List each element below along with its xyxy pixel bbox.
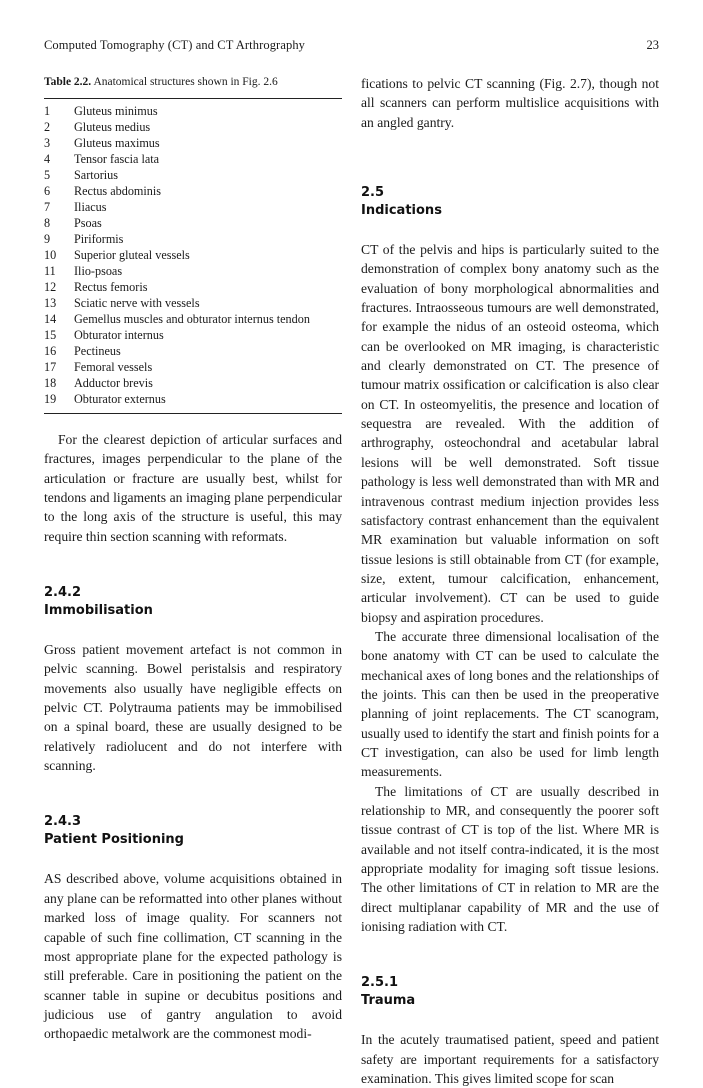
table-cell-structure: Gluteus medius [74, 120, 151, 134]
table-caption-text: Anatomical structures shown in Fig. 2.6 [93, 76, 278, 88]
table-cell-structure: Rectus femoris [74, 280, 148, 294]
table-row [44, 103, 342, 119]
section-heading [361, 974, 659, 1010]
table-cell-structure: Obturator internus [74, 328, 164, 342]
table-row [44, 215, 342, 231]
section-title: Indications [361, 203, 442, 219]
table-row [44, 167, 342, 183]
table-cell-number: 8 [44, 216, 51, 230]
table-cell-structure: Ilio-psoas [74, 264, 123, 278]
table-cell-structure: Iliacus [74, 200, 107, 214]
table-cell-number: 12 [44, 280, 57, 294]
section-number: 2.4.2 [44, 585, 82, 601]
table-cell-structure: Superior gluteal vessels [74, 248, 190, 262]
running-head: Computed Tomography (CT) and CT Arthrography [44, 38, 306, 52]
table-cell-number: 2 [44, 120, 51, 134]
table-cell-structure: Rectus abdominis [74, 184, 161, 198]
paragraph: AS described above, volume acquisitions obtained in any plane can be reformatted into other planes without marked loss of image quality. For scanners not capable of such fine collimation, CT scanning in the most appropriate plane for the expected pathology is still preferable. Care in positioning the patient on the scanner table in supine or decubitus positions and judicious use of gantry angulation to avoid orthopaedic metalwork are the commonest modi- [44, 871, 342, 1042]
table-cell-structure: Gemellus muscles and obturator internus tendon [74, 312, 310, 326]
section-title: Immobilisation [44, 603, 153, 619]
table-cell-structure: Adductor brevis [74, 376, 153, 390]
table-cell-number: 10 [44, 248, 57, 262]
table-row [44, 391, 342, 407]
table-row [44, 151, 342, 167]
table-cell-number: 4 [44, 152, 51, 166]
table-cell-number: 17 [44, 360, 57, 374]
table-cell-number: 5 [44, 168, 51, 182]
table-cell-structure: Piriformis [74, 232, 124, 246]
table-caption-label: Table 2.2. [44, 76, 92, 88]
table-row [44, 359, 342, 375]
section-title: Patient Positioning [44, 832, 184, 848]
paragraph: In the acutely traumatised patient, speed and patient safety are important requirements for a satisfactory examination. This gives limited scope for scan [361, 1032, 659, 1087]
table-row [44, 279, 342, 295]
table-caption [44, 74, 342, 90]
section-number: 2.4.3 [44, 814, 82, 830]
table-cell-structure: Gluteus minimus [74, 104, 158, 118]
table-row [44, 343, 342, 359]
table-row [44, 295, 342, 311]
table-row [44, 231, 342, 247]
table-cell-number: 18 [44, 376, 57, 390]
table-cell-number: 7 [44, 200, 51, 214]
table-cell-number: 1 [44, 104, 51, 118]
table-row [44, 375, 342, 391]
table-cell-structure: Tensor fascia lata [74, 152, 160, 166]
paragraph: fications to pelvic CT scanning (Fig. 2.7), though not all scanners can perform multislice acquisitions with an angled gantry. [361, 76, 659, 130]
left-column [44, 74, 342, 1044]
table-row [44, 119, 342, 135]
table-cell-number: 19 [44, 392, 57, 406]
table-row [44, 327, 342, 343]
table-cell-structure: Sciatic nerve with vessels [74, 296, 200, 310]
table-row [44, 183, 342, 199]
table-cell-structure: Pectineus [74, 344, 121, 358]
section-heading [361, 184, 659, 220]
table-cell-structure: Obturator externus [74, 392, 166, 406]
right-column [361, 74, 659, 1088]
table-cell-number: 13 [44, 296, 57, 310]
paragraph: Gross patient movement artefact is not common in pelvic scanning. Bowel peristalsis and respiratory movements also usually have negligible effects on pelvic CT. Polytrauma patients may be immobilised on a spinal board, these are usually designed to be relatively radiolucent and do not interfere with scanning. [44, 642, 342, 774]
section-heading [44, 584, 342, 620]
table-cell-number: 9 [44, 232, 51, 246]
page-number: 23 [646, 38, 659, 52]
table-cell-number: 16 [44, 344, 57, 358]
section-number: 2.5.1 [361, 975, 399, 991]
table-row [44, 247, 342, 263]
section-heading [44, 813, 342, 849]
section-number: 2.5 [361, 185, 385, 201]
table-row [44, 135, 342, 151]
table-cell-structure: Sartorius [74, 168, 119, 182]
paragraph: CT of the pelvis and hips is particularly suited to the demonstration of complex bony anatomy such as the evaluation of bony morphological abnormalities and fractures. Intraosseous tumours are well demonstrated, for example the nidus of an osteoid osteoma, which can be overlooked on MR imaging, is characteristic and clearly demonstrated on CT. The presence of tumour matrix ossification or calcification is also clear on CT. In osteomyelitis, the presence and location of sequestra are revealed. With the addition of arthrography, osteochondral and acetabular labral lesions will be well demonstrated. Soft tissue pathology is less well demonstrated than with MR and intravenous contrast medium injection provides less satisfactory contrast enhancement than the equivalent MR examination but valuable information on soft tissue lesions is still obtainable from CT (for example, size, extent, tumour calcification, enhancement, articular involvement). CT can be used to guide biopsy and aspiration procedures. [361, 242, 659, 625]
table-cell-structure: Gluteus maximus [74, 136, 160, 150]
table-row [44, 199, 342, 215]
table-cell-number: 14 [44, 312, 57, 326]
paragraph: The accurate three dimensional localisation of the bone anatomy with CT can be used to calculate the mechanical axes of long bones and the relationships of the joints. This can then be used in the preoperative planning of joint replacements. The CT scanogram, usually used to identify the start and finish points for a CT investigation, can also be used for limb length measurements. [361, 628, 659, 780]
table-cell-number: 11 [44, 264, 56, 278]
table-cell-structure: Psoas [74, 216, 102, 230]
anatomy-table [44, 98, 342, 414]
table-cell-number: 6 [44, 184, 51, 198]
table-cell-structure: Femoral vessels [74, 360, 153, 374]
section-title: Trauma [361, 993, 416, 1009]
paragraph: For the clearest depiction of articular surfaces and fractures, images perpendicular to the plane of the articulation or fracture are usually best, whilst for tendons and ligaments an imaging plane perpendicular to the long axis of the structure is useful, this may require thin section scanning with reformats. [44, 432, 342, 544]
paragraph: The limitations of CT are usually described in relationship to MR, and consequently the poorer soft tissue contrast of CT is top of the list. Where MR is available and not itself contra-indicated, it is the most appropriate modality for imaging soft tissue lesions. The other limitations of CT in relation to MR are the direct multiplanar capability of MR and the use of ionising radiation with CT. [361, 783, 659, 935]
table-cell-number: 3 [44, 136, 51, 150]
table-row [44, 263, 342, 279]
table-cell-number: 15 [44, 328, 57, 342]
table-row [44, 311, 342, 327]
